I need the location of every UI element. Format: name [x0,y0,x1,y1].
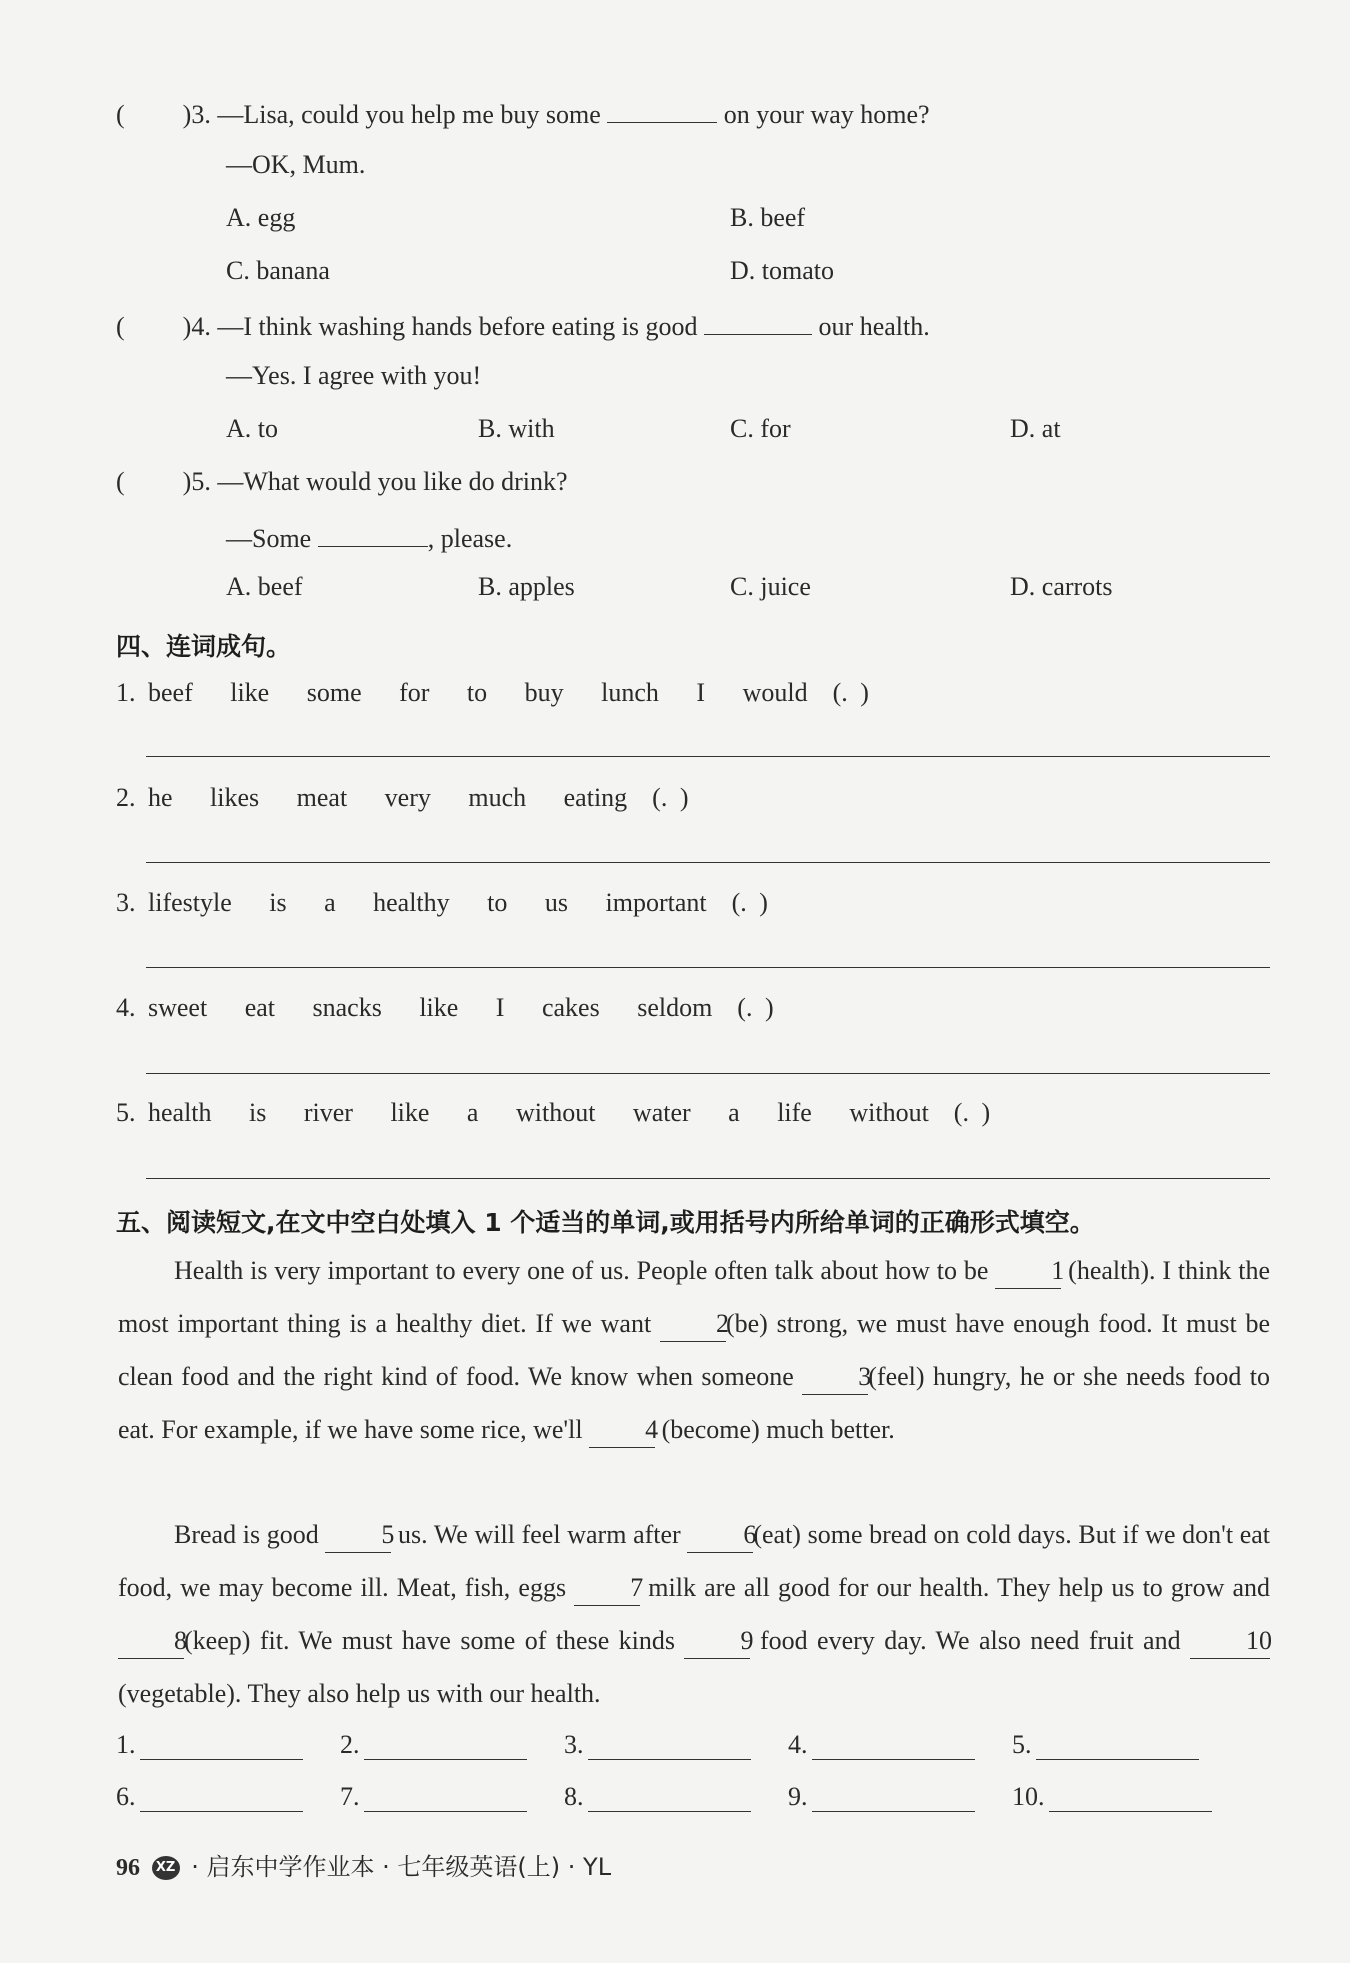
reorder-item-4: 4. sweet eat snacks like I cakes seldom (. ) [116,993,774,1022]
option-c[interactable]: C. juice [730,572,811,601]
answer-paren-open: ( [116,100,125,129]
option-a[interactable]: A. beef [226,572,303,601]
question-4-reply: —Yes. I agree with you! [226,361,482,390]
answer-line-5[interactable] [146,1178,1270,1179]
answer-line-3[interactable] [146,967,1270,968]
question-stem-end: our health. [818,312,930,341]
option-c[interactable]: C. banana [226,256,330,285]
question-stem: —I think washing hands before eating is good [217,312,698,341]
question-stem-end: on your way home? [723,100,930,129]
blank-4[interactable]: 4 [589,1413,655,1448]
passage-paragraph-1: Health is very important to every one of us. People often talk about how to be 1 (health). I think the most important thing is a healthy diet. If we want 2(be) strong, we must have enough food. It must be clean food and the right kind of food. We know when someone 3(feel) hungry, he or she needs food to eat. For example, if we have some rice, we'll 4 (become) much better. [118,1244,1270,1456]
fill-blank[interactable] [704,308,812,335]
answer-slot-9: 9. [788,1782,975,1812]
option-d[interactable]: D. at [1010,414,1061,443]
question-stem: —What would you like do drink? [217,467,568,496]
answer-slot-3: 3. [564,1730,751,1760]
passage-paragraph-2: Bread is good 5 us. We will feel warm after 6(eat) some bread on cold days. But if we don't eat food, we may become ill. Meat, fish, eggs 7 milk are all good for our health. They help us to grow and 8(keep) fit. We must have some of these kinds 9 food every day. We also need fruit and 10(vegetable). They also help us with our health. [118,1520,1273,1708]
option-a[interactable]: A. egg [226,203,296,232]
reorder-item-2: 2. he likes meat very much eating (. ) [116,783,689,812]
answer-paren-open: ( [116,312,125,341]
answer-line-4[interactable] [146,1073,1270,1074]
answer-paren-open: ( [116,467,125,496]
fill-blank[interactable] [607,96,717,123]
page-footer [116,1847,611,1882]
blank-3[interactable]: 3 [802,1360,868,1395]
answer-slot-1: 1. [116,1730,303,1760]
option-c[interactable]: C. for [730,414,791,443]
answer-slot-7: 7. [340,1782,527,1812]
question-3-reply: —OK, Mum. [226,150,366,179]
option-a[interactable]: A. to [226,414,278,443]
question-number: )4. [182,312,211,341]
answer-slot-2: 2. [340,1730,527,1760]
page-number: 96 [116,1855,140,1881]
question-5-reply [226,520,512,554]
blank-9[interactable]: 9 [684,1624,750,1659]
question-3 [116,96,930,130]
question-4 [116,308,930,342]
reorder-item-5: 5. health is river like a without water a life without (. ) [116,1098,991,1127]
reorder-item-1: 1. beef like some for to buy lunch I would (. ) [116,678,869,707]
answer-slot-10: 10. [1012,1782,1212,1812]
blank-8[interactable]: 8 [118,1624,184,1659]
question-5 [116,467,568,497]
answer-slot-6: 6. [116,1782,303,1812]
blank-6[interactable]: 6 [687,1518,753,1553]
blank-10[interactable]: 10 [1190,1624,1270,1659]
blank-1[interactable]: 1 [995,1254,1061,1289]
answer-slot-5: 5. [1012,1730,1199,1760]
answer-line-2[interactable] [146,862,1270,863]
fill-blank[interactable] [318,520,428,547]
publisher-logo-icon: XZ [152,1856,180,1880]
reorder-item-3: 3. lifestyle is a healthy to us important (. ) [116,888,768,917]
section-5-title: 五、阅读短文,在文中空白处填入 1 个适当的单词,或用括号内所给单词的正确形式填空。 [116,1208,1095,1237]
question-stem: —Lisa, could you help me buy some [217,100,601,129]
section-4-title: 四、连词成句。 [116,632,292,661]
option-b[interactable]: B. with [478,414,555,443]
book-title: · 启东中学作业本 · 七年级英语(上) · YL [191,1853,612,1881]
reply-end: , please. [427,524,513,553]
blank-5[interactable]: 5 [325,1518,391,1553]
blank-7[interactable]: 7 [574,1571,640,1606]
question-number: )5. [182,467,211,496]
option-b[interactable]: B. beef [730,203,806,232]
blank-2[interactable]: 2 [660,1307,726,1342]
reply-start: —Some [226,524,312,553]
answer-slot-8: 8. [564,1782,751,1812]
answer-slot-4: 4. [788,1730,975,1760]
answer-line-1[interactable] [146,756,1270,757]
option-b[interactable]: B. apples [478,572,575,601]
option-d[interactable]: D. tomato [730,256,834,285]
question-number: )3. [182,100,211,129]
option-d[interactable]: D. carrots [1010,572,1113,601]
